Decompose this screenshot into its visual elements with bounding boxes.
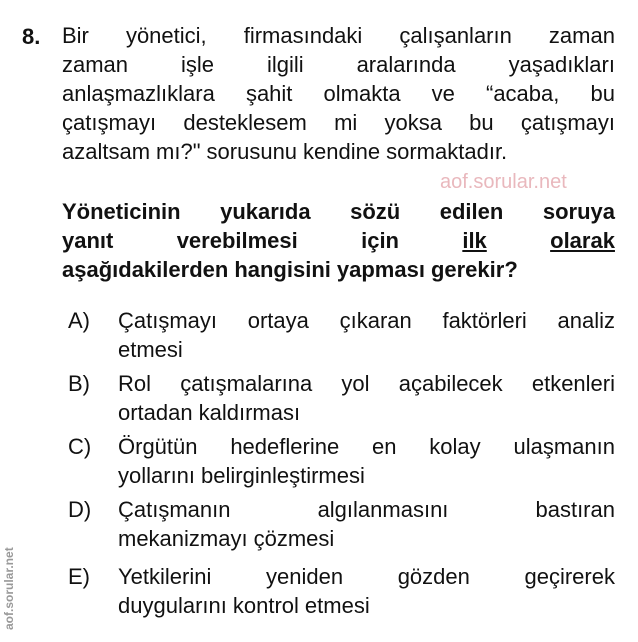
option-e-line (118, 591, 615, 620)
word: yeniden (265, 564, 344, 589)
word: mekanizmayı (118, 526, 248, 551)
word: şahit (245, 81, 293, 106)
word: yönetici, (125, 23, 207, 48)
word: ulaşmanın (513, 434, 615, 459)
watermark: aof.sorular.net (440, 171, 567, 193)
word: mı?" (156, 139, 201, 164)
word: Yöneticinin (62, 199, 181, 224)
word: çalışanların (399, 23, 512, 48)
word: Çatışmanın (118, 497, 231, 522)
word: faktörleri (442, 308, 527, 333)
word: ilgili (266, 52, 304, 77)
word: sorusunu (206, 139, 298, 164)
word: hangisini (234, 257, 331, 282)
word: kontrol (232, 593, 299, 618)
word: yapması (336, 257, 425, 282)
word: çözmesi (253, 526, 335, 551)
word: mi (334, 110, 358, 135)
question-line (62, 226, 615, 255)
word: aralarında (356, 52, 456, 77)
question-number: 8. (22, 24, 41, 49)
option-c-line (118, 461, 615, 490)
word: çatışmalarına (180, 371, 313, 396)
word: açabilecek (398, 371, 503, 396)
option-letter-a[interactable]: A) (68, 308, 90, 333)
word: yol (341, 371, 370, 396)
word: edilen (439, 199, 504, 224)
word: yoksa (384, 110, 442, 135)
word: bu (590, 81, 615, 106)
stem-line (62, 21, 615, 50)
option-b-line (118, 398, 615, 427)
word: etmesi (118, 337, 183, 362)
stem-line (62, 79, 615, 108)
word: soruya (542, 199, 615, 224)
word: gözden (397, 564, 470, 589)
option-a-line (118, 306, 615, 335)
word: sözü (350, 199, 401, 224)
word: Rol (118, 371, 152, 396)
word: bastıran (535, 497, 615, 522)
word: hedeflerine (230, 434, 340, 459)
word: Yetkilerini (118, 564, 212, 589)
word: zaman (62, 52, 129, 77)
word: etmesi (304, 593, 370, 618)
word: yollarını (118, 463, 196, 488)
word: ve (431, 81, 455, 106)
word: çatışmayı (520, 110, 615, 135)
word: azaltsam (62, 139, 151, 164)
word: belirginleştirmesi (201, 463, 365, 488)
word: Örgütün (118, 434, 198, 459)
side-watermark: aof.sorular.net (2, 547, 16, 630)
word: yaşadıkları (508, 52, 615, 77)
option-letter-c[interactable]: C) (68, 434, 92, 459)
word: en (372, 434, 397, 459)
word: olmakta (323, 81, 401, 106)
word: ilk (462, 228, 487, 253)
word: firmasındaki (243, 23, 363, 48)
word: çatışmayı (62, 110, 157, 135)
word: Çatışmayı (118, 308, 218, 333)
question-line (62, 255, 615, 284)
option-d-line (118, 495, 615, 524)
word: yukarıda (220, 199, 311, 224)
stem-line (62, 137, 615, 166)
word: verebilmesi (176, 228, 298, 253)
question-line (62, 197, 615, 226)
option-b-line (118, 369, 615, 398)
word: sormaktadır. (386, 139, 508, 164)
word: bu (469, 110, 494, 135)
word: zaman (548, 23, 615, 48)
stem-line (62, 50, 615, 79)
stem-line (62, 108, 615, 137)
word: desteklesem (183, 110, 307, 135)
word: işle (180, 52, 214, 77)
word: gerekir? (430, 257, 518, 282)
word: çıkaran (339, 308, 412, 333)
word: etkenleri (531, 371, 615, 396)
word: kendine (303, 139, 381, 164)
option-e-line (118, 562, 615, 591)
word: algılanmasını (317, 497, 449, 522)
option-a-line (118, 335, 615, 364)
word: ortaya (247, 308, 309, 333)
word: duygularını (118, 593, 227, 618)
word: olarak (550, 228, 615, 253)
word: Bir (62, 23, 89, 48)
word: anlaşmazlıklara (62, 81, 215, 106)
option-letter-b[interactable]: B) (68, 371, 90, 396)
word: ortadan (118, 400, 193, 425)
option-c-line (118, 432, 615, 461)
option-letter-e[interactable]: E) (68, 564, 90, 589)
word: analiz (557, 308, 615, 333)
word: geçirerek (524, 564, 615, 589)
word: “acaba, (486, 81, 560, 106)
word: için (361, 228, 399, 253)
word: kolay (429, 434, 481, 459)
word: yanıt (62, 228, 114, 253)
option-letter-d[interactable]: D) (68, 497, 92, 522)
word: kaldırması (198, 400, 301, 425)
option-d-line (118, 524, 615, 553)
word: aşağıdakilerden (62, 257, 229, 282)
